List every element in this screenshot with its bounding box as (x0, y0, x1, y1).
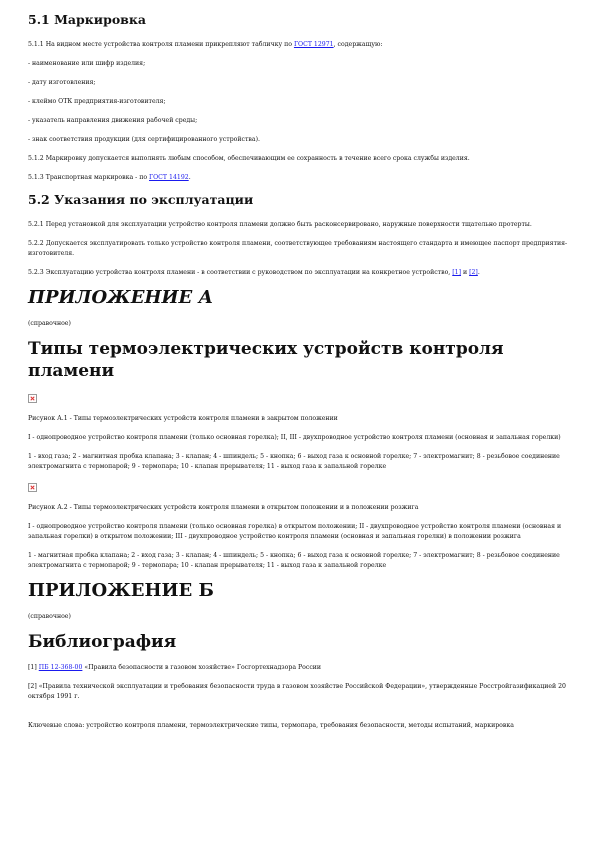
paragraph-5-2-1: 5.2.1 Перед установкой для эксплуатации устройство контроля пламени должно быть расконсервировано, наружные поверхности тщательно протерты. (28, 221, 532, 228)
bibliography-item-2: [2] «Правила технической эксплуатации и требования безопасности труда в газовом хозяйстве Российской Федерации», утвержденные Росстройгазификацией 20 октября 1991 г. (28, 683, 566, 700)
paragraph-5-1-2: 5.1.2 Маркировку допускается выполнять любым способом, обеспечивающим ее сохранность в течение всего срока службы изделия. (28, 155, 470, 162)
section-heading-5-2: 5.2 Указания по эксплуатации (28, 192, 254, 207)
paragraph-5-2-3: 5.2.3 Эксплуатацию устройства контроля пламени - в соответствии с руководством по эксплуатации на конкретное устройство, [1] и [2]. (28, 269, 480, 276)
bibliography-heading: Библиография (28, 632, 177, 652)
reference-2-link[interactable]: [2] (469, 269, 478, 276)
paragraph-5-1-1: 5.1.1 На видном месте устройства контроля пламени прикрепляют табличку по ГОСТ 12971, содержащую: (28, 41, 383, 48)
figure-a2-caption: Рисунок А.2 - Типы термоэлектрических устройств контроля пламени в открытом положении и в положении розжига (28, 504, 419, 511)
document-page (28, 12, 568, 740)
figure-a1-description: I - однопроводное устройство контроля пламени (только основная горелка); II, III - двухпроводное устройство контроля пламени (основная и запальная горелки) (28, 434, 561, 441)
bibliography-item-1: [1] ПБ 12-368-00 «Правила безопасности в газовом хозяйстве» Госгортехнадзора России (28, 664, 322, 671)
list-item: - клеймо ОТК предприятия-изготовителя; (28, 98, 166, 105)
section-heading-5-1: 5.1 Маркировка (28, 12, 146, 27)
paragraph-5-2-2: 5.2.2 Допускается эксплуатировать только устройство контроля пламени, соответствующее требованиям настоящего стандарта и имеющее паспорт предприятия-изготовителя. (28, 240, 568, 257)
appendix-b-title: ПРИЛОЖЕНИЕ Б (28, 580, 214, 601)
appendix-a-title: ПРИЛОЖЕНИЕ А (28, 287, 214, 308)
gost-12971-link[interactable]: ГОСТ 12971 (293, 41, 334, 48)
appendix-a-note: (справочное) (28, 320, 71, 327)
gost-14192-link[interactable]: ГОСТ 14192 (149, 174, 189, 181)
figure-a2-description: I - однопроводное устройство контроля пламени (только основная горелка) в открытом положении; II - двухпроводное устройство контроля пламени (основная и запальная горелки) в открытом положении; III - двухпроводное устройство контроля пламени (основная и запальная горелки) в положении розжига (28, 523, 562, 540)
paragraph-5-1-3: 5.1.3 Транспортная маркировка - по ГОСТ 14192. (28, 174, 191, 181)
pb-12-368-00-link[interactable]: ПБ 12-368-00 (38, 664, 83, 671)
figure-a2-broken-image-icon (28, 483, 37, 492)
appendix-a-heading: Типы термоэлектрических устройств контроля пламени (28, 339, 504, 381)
list-item: - знак соответствия продукции (для сертифицированного устройства). (28, 136, 260, 143)
figure-a1-caption: Рисунок А.1 - Типы термоэлектрических устройств контроля пламени в закрытом положении (28, 415, 338, 422)
keywords: Ключевые слова: устройство контроля пламени, термоэлектрические типы, термопара, требования безопасности, методы испытаний, маркировка (28, 722, 514, 729)
figure-a1-legend: 1 - вход газа; 2 - магнитная пробка клапана; 3 - клапан; 4 - шпиндель; 5 - кнопка; 6 - выход газа к основной горелке; 7 - электромагнит; 8 - резьбовое соединение электромагнита с термопарой; 9 - термопара; 10 - клапан прерывателя; 11 - выход газа к запальной горелке (28, 453, 560, 470)
list-item: - дату изготовления; (28, 79, 96, 86)
reference-1-link[interactable]: [1] (452, 269, 462, 276)
figure-a2-legend: 1 - магнитная пробка клапана; 2 - вход газа; 3 - клапан; 4 - шпиндель; 5 - кнопка; 6 - выход газа к основной горелке; 7 - электромагнит; 8 - резьбовое соединение электромагнита с термопарой; 9 - термопара; 10 - клапан прерывателя; 11 - выход газа к запальной горелке (28, 552, 560, 569)
appendix-b-note: (справочное) (28, 613, 71, 620)
list-item: - указатель направления движения рабочей среды; (28, 117, 198, 124)
figure-a1-broken-image-icon (28, 394, 37, 403)
list-item: - наименование или шифр изделия; (28, 60, 146, 67)
